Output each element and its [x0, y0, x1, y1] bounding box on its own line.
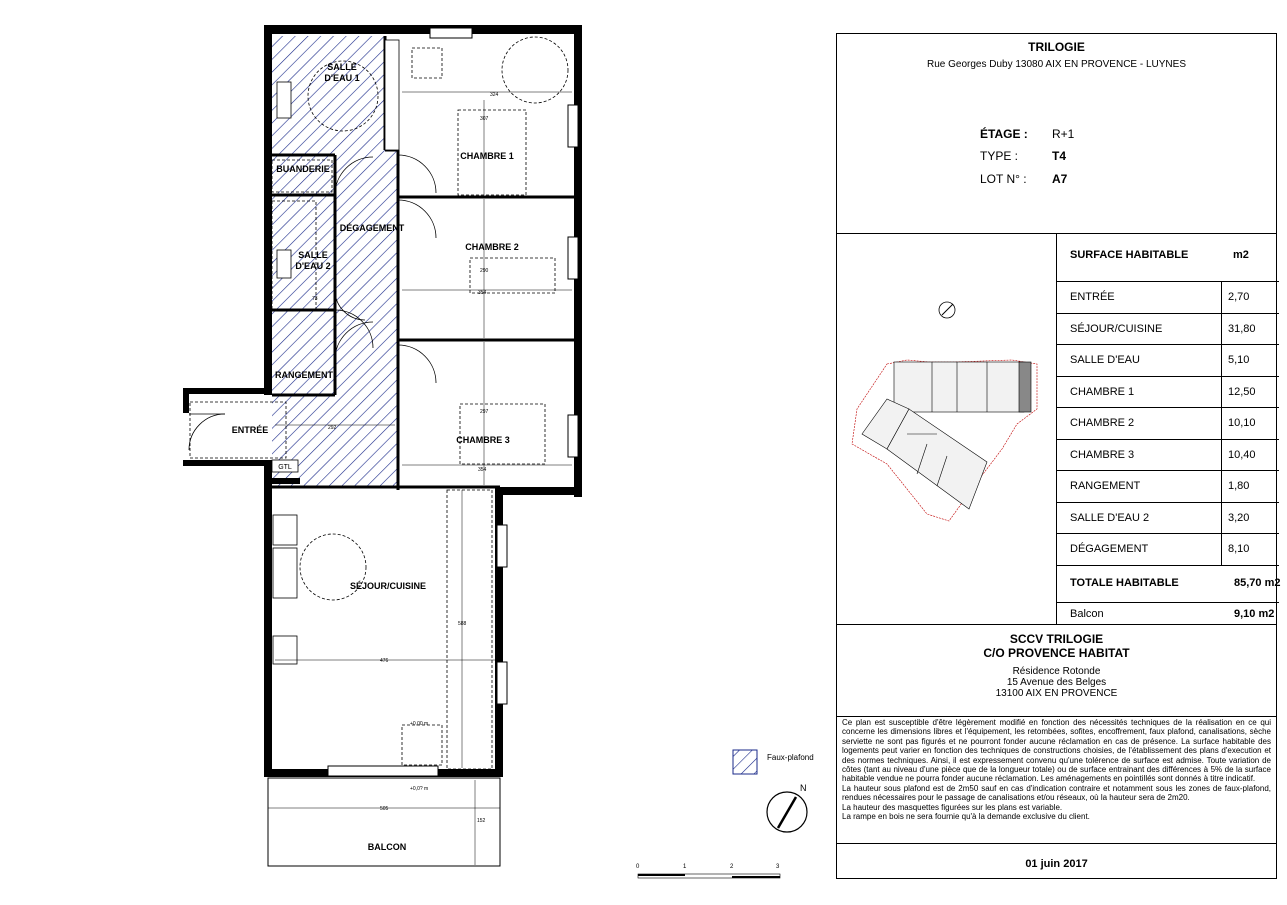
surface-room-value: 10,10: [1221, 408, 1279, 439]
surface-row: [1057, 408, 1279, 440]
surface-room-name: SALLE D'EAU: [1070, 354, 1140, 366]
surface-room-value: 10,40: [1221, 440, 1279, 471]
lot-value: R+1: [1052, 127, 1075, 141]
company-block: [837, 625, 1276, 717]
balcon-label: Balcon: [1070, 608, 1104, 620]
location-plan: [837, 234, 1056, 624]
surfaces-total-row: [1057, 566, 1279, 603]
lot-key: TYPE :: [980, 149, 1019, 163]
surface-room-name: SÉJOUR/CUISINE: [1070, 322, 1163, 335]
company-line-1: Résidence Rotonde: [1012, 666, 1101, 677]
project-address: Rue Georges Duby 13080 AIX EN PROVENCE - LUYNES: [926, 59, 1186, 70]
balcon-value: 9,10 m2: [1234, 608, 1275, 620]
lot-value: T4: [1052, 149, 1067, 163]
project-header: [837, 34, 1276, 234]
legend-faux-plafond: [733, 750, 814, 774]
room-label-entree: ENTRÉE: [231, 425, 269, 435]
surface-row: [1057, 440, 1279, 472]
dim-label: 292: [328, 425, 337, 431]
surface-row: [1057, 282, 1279, 314]
dim-label: 324: [490, 92, 499, 98]
surface-room-name: DÉGAGEMENT: [1070, 543, 1149, 555]
surface-room-name: CHAMBRE 1: [1070, 385, 1135, 398]
title-block: [836, 33, 1281, 879]
project-title: TRILOGIE: [1028, 40, 1085, 54]
lot-value: A7: [1052, 172, 1068, 186]
scale-tick: 0: [636, 864, 640, 870]
company-line-3: 13100 AIX EN PROVENCE: [995, 688, 1118, 699]
surface-room-value: 1,80: [1221, 471, 1279, 502]
surfaces-header-label: SURFACE HABITABLE: [1070, 249, 1189, 261]
surface-room-name: RANGEMENT: [1070, 480, 1141, 492]
company-line-2: 15 Avenue des Belges: [1006, 677, 1107, 688]
dim-label: 354: [478, 467, 487, 473]
room-label-degagement: DÉGAGEMENT: [339, 223, 405, 233]
room-label-chambre-3: CHAMBRE 3: [456, 435, 510, 445]
surface-row: [1057, 314, 1279, 346]
dim-label: 152: [477, 818, 486, 824]
surface-row: [1057, 471, 1279, 503]
lot-key: LOT N° :: [980, 172, 1027, 186]
surface-room-value: 12,50: [1221, 377, 1279, 408]
surface-room-name: CHAMBRE 2: [1070, 417, 1135, 429]
dim-label: +0,00 m: [410, 721, 429, 727]
surface-row: [1057, 345, 1279, 377]
surface-room-value: 8,10: [1221, 534, 1279, 565]
room-label-buanderie: BUANDERIE: [276, 164, 330, 174]
scale-tick: 1: [683, 864, 687, 870]
surface-row: [1057, 534, 1279, 566]
room-label-rangement: RANGEMENT: [275, 370, 333, 380]
plan-date: 01 juin 2017: [1025, 858, 1088, 870]
north-label: N: [800, 783, 807, 793]
note-paragraph: La rampe en bois ne sera fournie qu'à la demande exclusive du client.: [842, 812, 1090, 822]
surface-row: [1057, 503, 1279, 535]
dim-label: 476: [380, 658, 389, 664]
dim-label: 290: [480, 268, 489, 274]
site-plan-icon: [852, 360, 1037, 521]
lot-key: ÉTAGE :: [980, 127, 1028, 141]
surfaces-table: [1056, 234, 1279, 625]
room-label-balcon: BALCON: [367, 842, 407, 852]
surfaces-header: [1057, 234, 1279, 282]
surface-room-value: 2,70: [1221, 282, 1279, 313]
scale-tick: 2: [730, 864, 734, 870]
surface-room-name: SALLE D'EAU 2: [1070, 511, 1150, 524]
balcony-outline: [268, 778, 500, 866]
dim-label: +0,0? m: [410, 786, 429, 792]
legal-notes: [837, 717, 1276, 844]
dim-label: 354: [478, 290, 487, 296]
note-paragraph: Ce plan est susceptible d'être légèrement modifié en fonction des nécessités techniques de la réalisation en ce qui concerne les dimensions libres et l'équipement, les retombées, sofites, encoffrement, faux plafond, canalisations, sèche serviette ne sont pas figurés et ne pourront fonder aucune réclamation en cas de présence. La surface habitable des logements peut varier en fonction des techniques de constructions choisies, de l'établissement des plans d'execution et des normes techniques. Ainsi, il est expressement convenu qu'une tolérence de surface est admise. Toute variation de côtes (tant au niveau d'une pièce que de la longueur totale) ou de surface entrainant des différences à 5% de la surface habitable vendue ne pourra fonder aucune réclamation. Les aménagements en pointillés sont donnés à titre indicatif.: [842, 718, 1271, 784]
surface-row: [1057, 377, 1279, 409]
surface-section: [837, 234, 1281, 625]
scale-tick: 3: [776, 864, 780, 870]
company-name-1: SCCV TRILOGIE: [1009, 632, 1104, 646]
dim-label: 73: [312, 296, 318, 302]
surface-room-value: 3,20: [1221, 503, 1279, 534]
note-paragraph: La hauteur sous plafond est de 2m50 sauf en cas d'indication contraire et notamment sous les zones de faux-plafond, rendues nécessaires pour le passage de canalisations et/ou réseaux, où la hauteur sera de 2m20.: [842, 783, 1271, 803]
room-label-sejour-cuisine: SÉJOUR/CUISINE: [349, 581, 427, 591]
room-label-chambre-2: CHAMBRE 2: [465, 242, 519, 252]
surface-room-name: ENTRÉE: [1070, 291, 1115, 303]
total-value: 85,70 m2: [1234, 577, 1281, 589]
gtl-label: GTL: [278, 464, 292, 471]
compass-icon: [939, 302, 955, 318]
room-label-salle-eau-1: SALLE D'EAU 1: [324, 62, 360, 83]
total-label: TOTALE HABITABLE: [1070, 577, 1179, 589]
surfaces-balcon-row: [1057, 603, 1279, 625]
north-arrow-icon: [767, 783, 807, 832]
legend-label: Faux-plafond: [767, 753, 814, 762]
room-label-salle-eau-2: SALLE D'EAU 2: [295, 250, 331, 271]
dim-label: 297: [480, 409, 489, 415]
scale-bar: [636, 864, 780, 878]
dim-label: 307: [480, 116, 489, 122]
company-name-2: C/O PROVENCE HABITAT: [983, 646, 1130, 660]
surfaces-header-unit: m2: [1233, 249, 1249, 261]
note-paragraph: La hauteur des masquettes figurées sur les plans est variable.: [842, 802, 1063, 812]
legend-swatch: [733, 750, 757, 774]
dim-label: 505: [380, 806, 389, 812]
surface-room-name: CHAMBRE 3: [1070, 448, 1135, 461]
surface-room-value: 5,10: [1221, 345, 1279, 376]
dim-label: 588: [458, 621, 467, 627]
surface-room-value: 31,80: [1221, 314, 1279, 345]
room-label-chambre-1: CHAMBRE 1: [460, 151, 514, 161]
